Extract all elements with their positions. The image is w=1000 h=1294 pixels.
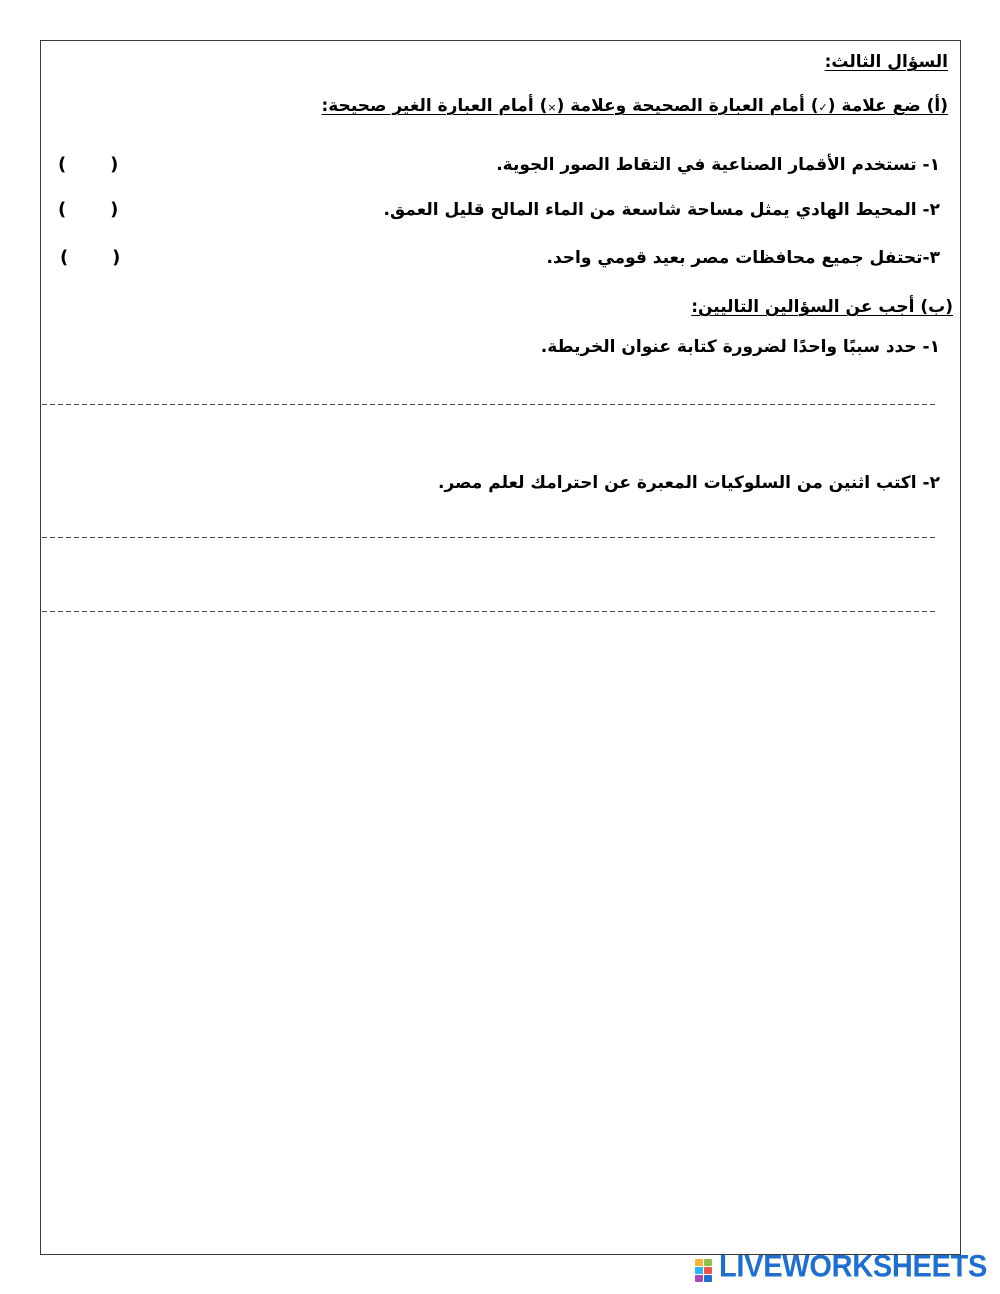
answer-line-1[interactable] — [42, 404, 938, 405]
logo-tile — [704, 1275, 712, 1282]
statement-2: ٢- المحيط الهادي يمثل مساحة شاسعة من الماء المالح قليل العمق. — [383, 200, 940, 220]
answer-box-1[interactable]: ( ) — [58, 154, 119, 175]
worksheet-border — [40, 40, 961, 1255]
instruction-text-end: ) أمام العبارة الغير صحيحة: — [321, 96, 548, 116]
logo-tile — [695, 1259, 703, 1266]
answer-line-2b[interactable] — [42, 611, 938, 612]
answer-box-2[interactable]: ( ) — [58, 199, 119, 220]
liveworksheets-logo-text: LIVEWORKSHEETS — [719, 1248, 988, 1285]
logo-tile — [704, 1267, 712, 1274]
question-2: ٢- اكتب اثنين من السلوكيات المعبرة عن احترامك لعلم مصر. — [438, 473, 940, 493]
cross-mark-icon: × — [547, 101, 557, 114]
question-1: ١- حدد سببًا واحدًا لضرورة كتابة عنوان الخريطة. — [540, 337, 940, 357]
liveworksheets-logo-icon — [695, 1259, 712, 1282]
instruction-text-start: (أ) ضع علامة ( — [827, 96, 948, 116]
check-mark-icon: ✓ — [818, 101, 828, 114]
logo-tile — [695, 1267, 703, 1274]
part-b-heading: (ب) أجب عن السؤالين التاليين: — [691, 297, 953, 317]
answer-line-2a[interactable] — [42, 537, 938, 538]
statement-3: ٣-تحتفل جميع محافظات مصر بعيد قومي واحد. — [546, 248, 940, 268]
statement-1: ١- تستخدم الأقمار الصناعية في التقاط الصور الجوية. — [496, 155, 940, 175]
question-title: السؤال الثالث: — [824, 52, 948, 72]
answer-box-3[interactable]: ( ) — [60, 247, 121, 268]
instruction-text-middle: ) أمام العبارة الصحيحة وعلامة ( — [556, 96, 819, 116]
part-a-instruction — [321, 94, 948, 120]
logo-tile — [695, 1275, 703, 1282]
logo-tile — [704, 1259, 712, 1266]
